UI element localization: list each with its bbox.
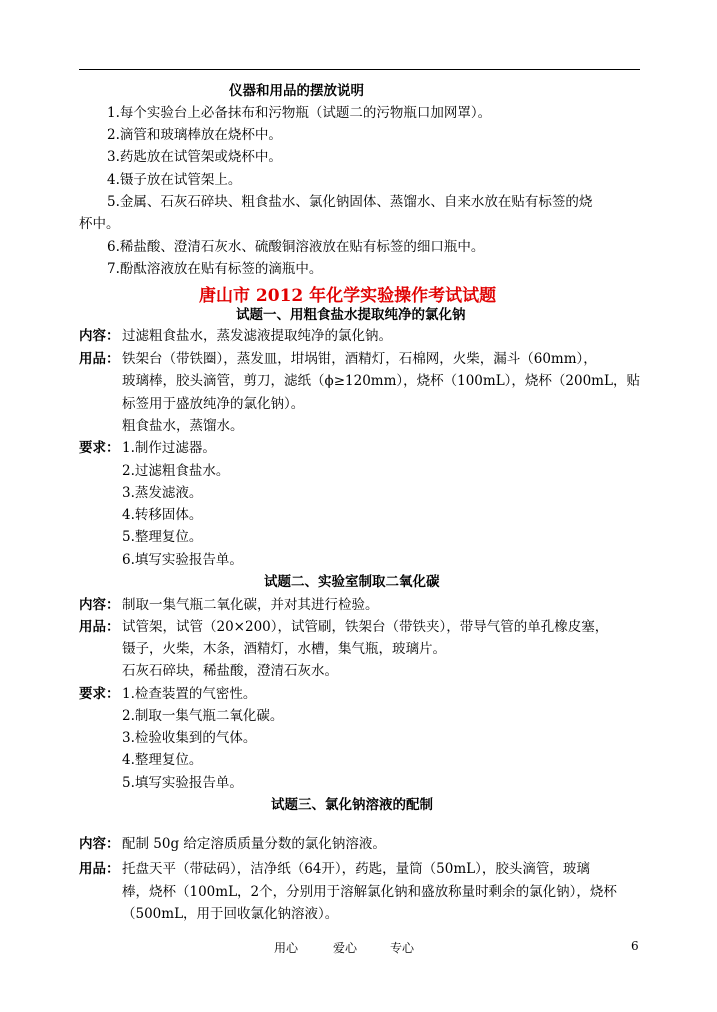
requirements-label: 要求： — [79, 440, 120, 456]
requirement-item: 1.制作过滤器。 — [122, 440, 216, 456]
requirement-item: 4.整理复位。 — [122, 752, 203, 768]
requirement-item: 2.过滤粗食盐水。 — [122, 463, 230, 479]
page-number: 6 — [631, 939, 639, 953]
list-item: 杯中。 — [79, 216, 120, 232]
list-item: 6.稀盐酸、澄清石灰水、硫酸铜溶液放在贴有标签的细口瓶中。 — [107, 239, 485, 255]
supplies-label: 用品： — [79, 351, 120, 367]
list-item: 7.酚酞溶液放在贴有标签的滴瓶中。 — [107, 261, 323, 277]
requirement-item: 2.制取一集气瓶二氧化碳。 — [122, 708, 284, 724]
content-label: 内容： — [79, 328, 120, 344]
list-item: 3.药匙放在试管架或烧杯中。 — [107, 149, 282, 165]
requirement-item: 1.检查装置的气密性。 — [122, 686, 257, 702]
requirement-item: 5.填写实验报告单。 — [122, 775, 243, 791]
supplies-line: 铁架台（带铁圈），蒸发皿，坩埚钳，酒精灯，石棉网，火柴，漏斗（60mm）， — [122, 351, 597, 367]
exam2-title: 试题二、实验室制取二氧化碳 — [264, 574, 440, 590]
supplies-line: 棒，烧杯（100mL，2个，分别用于溶解氯化钠和盛放称量时剩余的氯化钠），烧杯 — [122, 884, 617, 900]
supplies-line: 托盘天平（带砝码），洁净纸（64开），药匙，量筒（50mL），胶头滴管，玻璃 — [122, 861, 590, 877]
content-text: 过滤粗食盐水，蒸发滤液提取纯净的氯化钠。 — [122, 328, 392, 344]
supplies-label: 用品： — [79, 861, 120, 877]
requirement-item: 6.填写实验报告单。 — [122, 552, 243, 568]
content-label: 内容： — [79, 597, 120, 613]
footer-motto: 用心 — [274, 941, 299, 955]
page-title: 唐山市 2012 年化学实验操作考试试题 — [199, 286, 497, 306]
supplies-line: 石灰石碎块，稀盐酸，澄清石灰水。 — [122, 663, 338, 679]
requirement-item: 3.检验收集到的气体。 — [122, 730, 257, 746]
list-item: 1.每个实验台上必备抹布和污物瓶（试题二的污物瓶口加网罩）。 — [107, 105, 492, 121]
supplies-line: （500mL，用于回收氯化钠溶液）。 — [122, 906, 339, 922]
requirement-item: 4.转移固体。 — [122, 507, 203, 523]
requirement-item: 5.整理复位。 — [122, 529, 203, 545]
requirement-item: 3.蒸发滤液。 — [122, 485, 203, 501]
exam1-title: 试题一、用粗食盐水提取纯净的氯化钠 — [236, 307, 466, 323]
list-item: 4.镊子放在试管架上。 — [107, 172, 242, 188]
supplies-line: 试管架，试管（20×200），试管刷，铁架台（带铁夹），带导气管的单孔橡皮塞， — [122, 619, 609, 635]
header-rule — [79, 69, 640, 70]
footer-motto: 专心 — [390, 941, 415, 955]
footer-motto: 爱心 — [333, 941, 358, 955]
exam3-title: 试题三、氯化钠溶液的配制 — [271, 797, 433, 813]
content-label: 内容： — [79, 836, 120, 852]
supplies-line: 玻璃棒，胶头滴管，剪刀，滤纸（ϕ≥120mm），烧杯（100mL），烧杯（200mL，贴 — [122, 373, 640, 389]
supplies-line: 标签用于盛放纯净的氯化钠）。 — [122, 396, 305, 412]
list-item: 5.金属、石灰石碎块、粗食盐水、氯化钠固体、蒸馏水、自来水放在贴有标签的烧 — [107, 194, 593, 210]
list-item: 2.滴管和玻璃棒放在烧杯中。 — [107, 127, 282, 143]
supplies-line: 粗食盐水，蒸馏水。 — [122, 418, 244, 434]
supplies-line: 镊子，火柴，木条，酒精灯，水槽，集气瓶，玻璃片。 — [122, 641, 446, 657]
requirements-label: 要求： — [79, 686, 120, 702]
content-text: 配制 50g 给定溶质质量分数的氯化钠溶液。 — [122, 836, 386, 852]
supplies-label: 用品： — [79, 619, 120, 635]
content-text: 制取一集气瓶二氧化碳，并对其进行检验。 — [122, 597, 379, 613]
section-title: 仪器和用品的摆放说明 — [229, 83, 364, 99]
